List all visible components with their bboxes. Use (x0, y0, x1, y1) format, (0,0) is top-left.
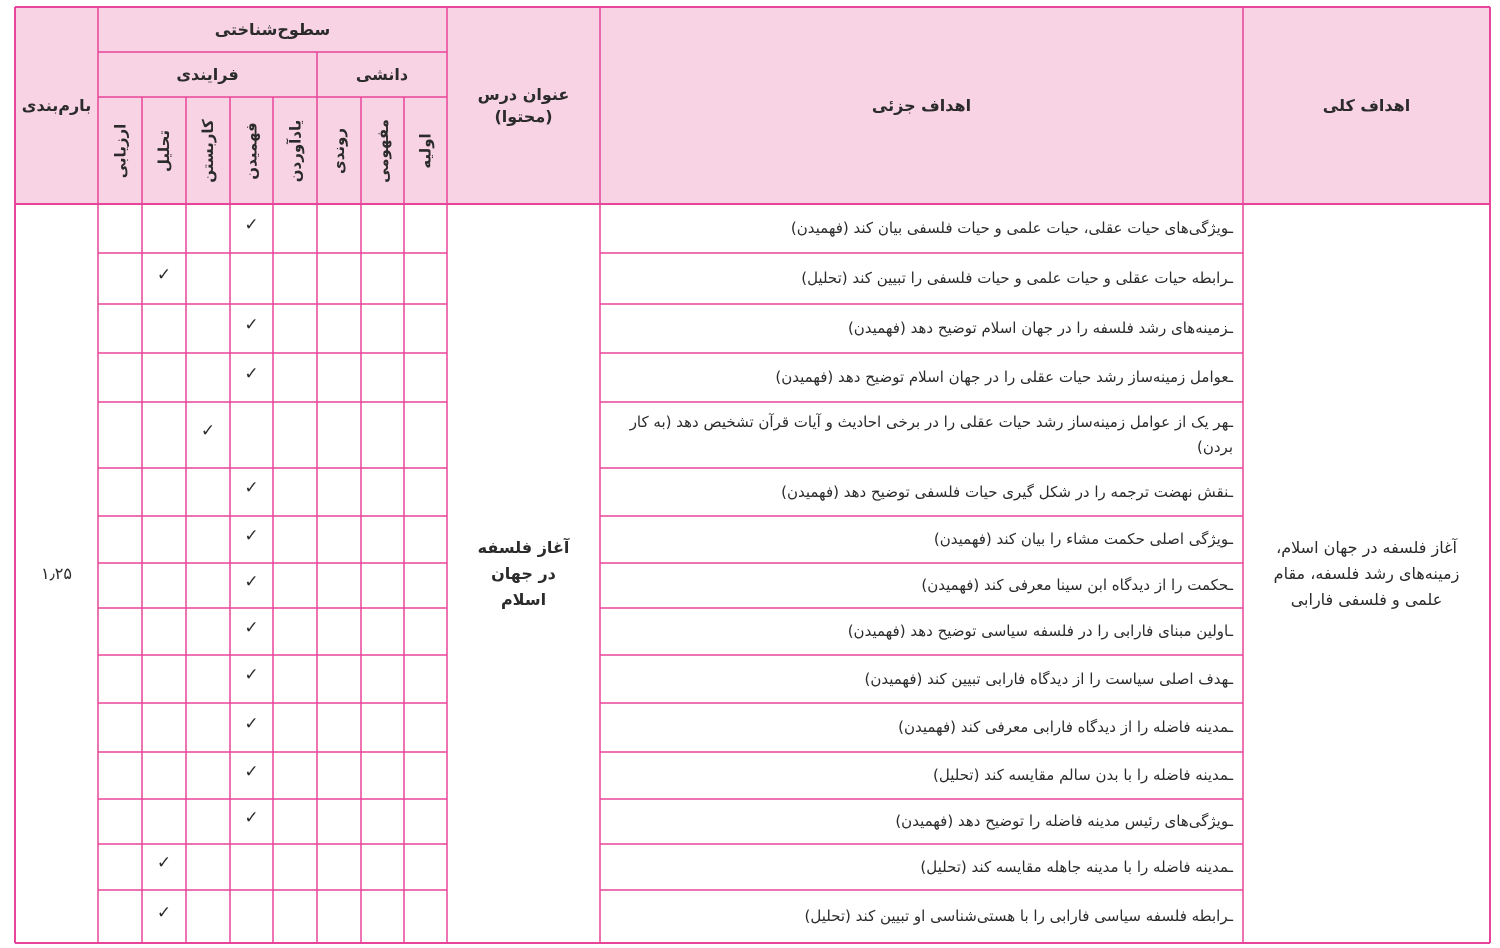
objective-text: ـرابطه حیات عقلی و حیات علمی و حیات فلسفی را تبیین کند (تحلیل) (801, 269, 1233, 287)
objective-text: ـویژگی اصلی حکمت مشاء را بیان کند (فهمیدن) (933, 530, 1233, 548)
level-header-label: تحلیل (154, 129, 173, 172)
level-header-6 (142, 97, 186, 204)
check-mark-icon: ✓ (244, 571, 259, 592)
objective-text: ـمدینه فاضله را با بدن سالم مقایسه کند (تحلیل) (933, 766, 1233, 784)
lesson-title-cell: آغاز فلسفه در جهان اسلام (477, 537, 570, 609)
check-mark-icon: ✓ (244, 807, 259, 828)
check-mark-icon: ✓ (244, 665, 259, 685)
score-cell: ۱٫۲۵ (41, 563, 72, 583)
objective-text: ـمدینه فاضله را با مدینه جاهله مقایسه کند (تحلیل) (920, 857, 1233, 876)
level-header-label: ارزیابی (111, 123, 129, 178)
level-header-0 (404, 97, 447, 204)
check-mark-icon: ✓ (156, 264, 172, 285)
objective-text: ـویژگی‌های حیات عقلی، حیات علمی و حیات فلسفی بیان کند (فهمیدن) (790, 219, 1233, 237)
objective-text: ـهدف اصلی سیاست را از دیدگاه فارابی تبیین کند (فهمیدن) (864, 669, 1233, 688)
check-mark-icon: ✓ (244, 617, 259, 638)
level-header-label: روندی (330, 127, 349, 174)
objective-text: ـهر یک از عوامل زمینه‌ساز رشد حیات عقلی را در برخی احادیث و آیات قرآن تشخیص دهد (به کار بردن) (629, 413, 1233, 456)
check-mark-icon: ✓ (244, 363, 259, 384)
objective-text: ـاولین مبنای فارابی را در فلسفه سیاسی توضیح دهد (فهمیدن) (847, 622, 1233, 640)
level-header-label: فهمیدن (242, 121, 261, 180)
check-mark-icon: ✓ (244, 478, 259, 498)
level-header-label: یادآوردن (286, 119, 305, 182)
check-mark-icon: ✓ (244, 214, 259, 235)
header-specific-goals: اهداف جزئی (871, 95, 972, 115)
level-header-label: مفهومی (373, 118, 392, 183)
level-header-5 (186, 97, 230, 204)
level-header-label: اولیه (416, 132, 435, 169)
header-general-goals: اهداف کلی (1322, 95, 1411, 115)
objective-text: ـنقش نهضت ترجمه را در شکل گیری حیات فلسفی توضیح دهد (فهمیدن) (781, 482, 1233, 501)
objective-text: ـزمینه‌های رشد فلسفه را در جهان اسلام توضیح دهد (فهمیدن) (847, 319, 1233, 337)
objective-text: ـعوامل زمینه‌ساز رشد حیات عقلی را در جهان اسلام توضیح دهد (فهمیدن) (775, 368, 1233, 386)
check-mark-icon: ✓ (156, 853, 172, 873)
check-mark-icon: ✓ (244, 525, 259, 546)
header-knowledge-group: دانشی (355, 64, 409, 84)
header-lesson-title: عنوان درس (محتوا) (477, 84, 570, 126)
check-mark-icon: ✓ (244, 314, 259, 335)
level-header-1 (361, 97, 404, 204)
header-score: بارم‌بندی (21, 95, 92, 115)
header-cognitive-levels: سطوح‌شناختی (214, 19, 331, 39)
level-header-2 (317, 97, 361, 204)
level-header-7 (98, 97, 142, 204)
objective-text: ـویژگی‌های رئیس مدینه فاضله را توضیح دهد (فهمیدن) (895, 812, 1233, 830)
check-mark-icon: ✓ (156, 902, 172, 923)
objective-text: ـحکمت را از دیدگاه ابن سینا معرفی کند (فهمیدن) (921, 576, 1233, 594)
level-header-4 (230, 97, 273, 204)
header-process-group: فرایندی (176, 64, 239, 84)
objective-text: ـرابطه فلسفه سیاسی فارابی را با هستی‌شناسی او تبیین کند (تحلیل) (804, 907, 1233, 925)
general-goal-cell: آغاز فلسفه در جهان اسلام، زمینه‌های رشد فلسفه، مقام علمی و فلسفی فارابی (1273, 537, 1460, 609)
level-header-3 (273, 97, 317, 204)
objective-text: ـمدینه فاضله را از دیدگاه فارابی معرفی کند (فهمیدن) (898, 718, 1233, 736)
check-mark-icon: ✓ (244, 713, 259, 734)
check-mark-icon: ✓ (200, 421, 216, 441)
level-header-label: کاربستن (199, 118, 218, 183)
check-mark-icon: ✓ (244, 761, 259, 782)
